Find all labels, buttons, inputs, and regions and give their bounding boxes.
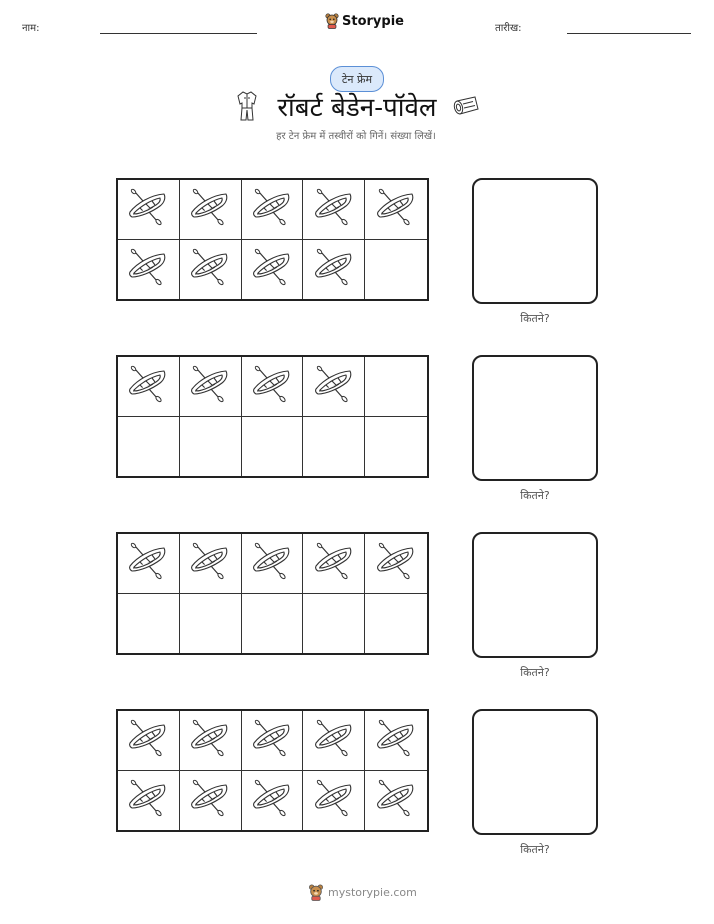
answer-box-1[interactable]	[472, 178, 598, 304]
rowboat-icon	[313, 542, 355, 584]
frame-cell	[365, 417, 427, 477]
rowboat-icon	[127, 779, 169, 821]
frame-cell	[180, 417, 242, 477]
frame-cell	[365, 711, 427, 771]
answer-prompt-3: कितने?	[520, 666, 550, 679]
answer-prompt-1: कितने?	[520, 312, 550, 325]
rowboat-icon	[251, 779, 293, 821]
rowboat-icon	[189, 248, 231, 290]
frame-cell	[180, 534, 242, 594]
frame-cell	[242, 357, 304, 417]
rowboat-icon	[189, 779, 231, 821]
footer-website: mystorypie.com	[328, 886, 417, 899]
bear-mascot-icon	[308, 884, 324, 901]
name-line[interactable]	[100, 33, 257, 34]
ten-frame-3	[116, 532, 429, 655]
frame-cell	[365, 180, 427, 240]
frame-cell	[303, 711, 365, 771]
answer-box-2[interactable]	[472, 355, 598, 481]
frame-cell	[365, 534, 427, 594]
rowboat-icon	[251, 542, 293, 584]
name-label: नाम:	[22, 23, 40, 34]
bear-mascot-icon	[325, 13, 339, 29]
rowboat-icon	[189, 542, 231, 584]
frame-cell	[118, 357, 180, 417]
frame-cell	[180, 711, 242, 771]
frame-cell	[303, 357, 365, 417]
rowboat-icon	[313, 719, 355, 761]
rowboat-icon	[189, 719, 231, 761]
frame-cell	[242, 417, 304, 477]
frame-cell	[303, 771, 365, 831]
frame-cell	[303, 534, 365, 594]
rowboat-icon	[375, 779, 417, 821]
answer-box-4[interactable]	[472, 709, 598, 835]
rowboat-icon	[313, 188, 355, 230]
frame-cell	[118, 771, 180, 831]
date-line[interactable]	[567, 33, 691, 34]
frame-cell	[118, 711, 180, 771]
frame-cell	[180, 180, 242, 240]
frame-cell	[303, 240, 365, 300]
frame-cell	[365, 240, 427, 300]
rowboat-icon	[251, 365, 293, 407]
frame-cell	[242, 534, 304, 594]
topic-badge-label: टेन फ्रेम	[341, 72, 373, 86]
frame-cell	[242, 240, 304, 300]
rowboat-icon	[251, 188, 293, 230]
brand-name: Storypie	[342, 13, 404, 29]
rowboat-icon	[375, 188, 417, 230]
date-label: तारीख:	[495, 23, 522, 34]
uniform-icon	[236, 90, 258, 122]
ten-frame-2	[116, 355, 429, 478]
rowboat-icon	[127, 248, 169, 290]
rowboat-icon	[127, 188, 169, 230]
frame-cell	[303, 417, 365, 477]
rowboat-icon	[189, 365, 231, 407]
frame-cell	[118, 534, 180, 594]
rowboat-icon	[127, 365, 169, 407]
rowboat-icon	[127, 719, 169, 761]
instructions: हर टेन फ्रेम में तस्वीरों को गिनें। संख्या लिखें।	[276, 131, 436, 142]
rowboat-icon	[375, 542, 417, 584]
answer-prompt-2: कितने?	[520, 489, 550, 502]
frame-cell	[180, 357, 242, 417]
frame-cell	[303, 594, 365, 654]
footer	[308, 884, 417, 901]
frame-cell	[118, 417, 180, 477]
answer-box-3[interactable]	[472, 532, 598, 658]
frame-cell	[365, 594, 427, 654]
frame-cell	[303, 180, 365, 240]
rowboat-icon	[251, 248, 293, 290]
frame-cell	[180, 240, 242, 300]
rowboat-icon	[313, 779, 355, 821]
ten-frame-1	[116, 178, 429, 301]
frame-cell	[242, 711, 304, 771]
frame-cell	[118, 240, 180, 300]
frame-cell	[242, 594, 304, 654]
log-icon	[451, 95, 481, 117]
frame-cell	[242, 771, 304, 831]
rowboat-icon	[251, 719, 293, 761]
frame-cell	[180, 594, 242, 654]
frame-cell	[365, 357, 427, 417]
rowboat-icon	[375, 719, 417, 761]
ten-frame-4	[116, 709, 429, 832]
brand-logo	[325, 13, 404, 29]
frame-cell	[180, 771, 242, 831]
answer-prompt-4: कितने?	[520, 843, 550, 856]
rowboat-icon	[127, 542, 169, 584]
frame-cell	[118, 180, 180, 240]
rowboat-icon	[189, 188, 231, 230]
frame-cell	[242, 180, 304, 240]
rowboat-icon	[313, 248, 355, 290]
page-title: रॉबर्ट बेडेन-पॉवेल	[277, 93, 437, 123]
frame-cell	[365, 771, 427, 831]
frame-cell	[118, 594, 180, 654]
rowboat-icon	[313, 365, 355, 407]
